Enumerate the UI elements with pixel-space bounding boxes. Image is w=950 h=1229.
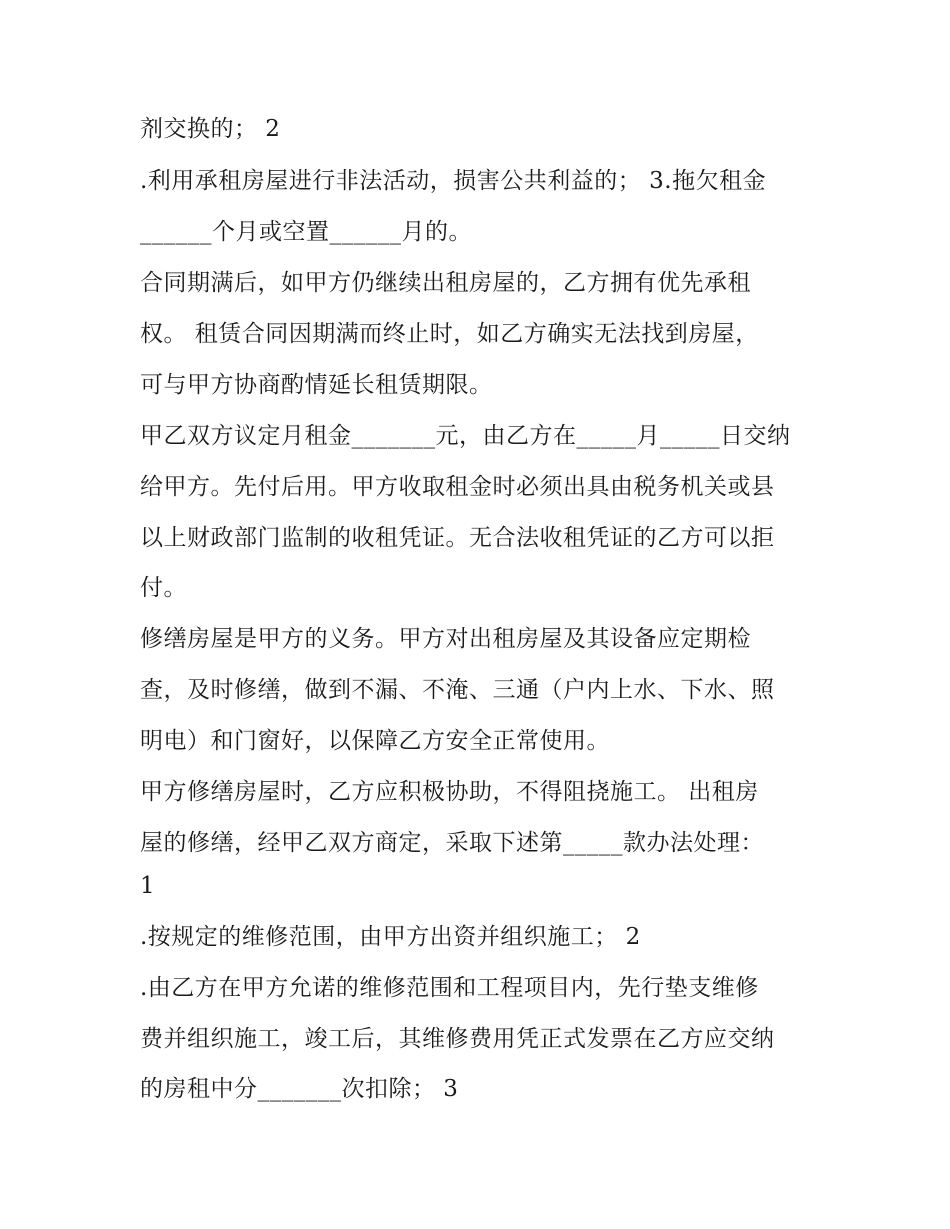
text-line: 权。 租赁合同因期满而终止时，如乙方确实无法找到房屋， — [140, 321, 759, 347]
text-line: 以上财政部门监制的收租凭证。无合法收租凭证的乙方可以拒 — [140, 525, 775, 551]
text-line: 费并组织施工，竣工后，其维修费用凭正式发票在乙方应交纳 — [140, 1026, 775, 1052]
text-line: 修缮房屋是甲方的义务。甲方对出租房屋及其设备应定期检 — [140, 626, 751, 652]
text-line: 屋的修缮，经甲乙双方商定，采取下述第_____款办法处理： — [140, 830, 764, 856]
text-line: .按规定的维修范围，由甲方出资并组织施工； 2 — [140, 924, 641, 950]
text-line: 明电）和门窗好，以保障乙方安全正常使用。 — [140, 728, 610, 754]
text-line: 付。 — [140, 575, 187, 601]
text-line: .利用承租房屋进行非法活动，损害公共利益的； 3.拖欠租金 — [140, 168, 767, 194]
text-line: 甲乙双方议定月租金_______元，由乙方在_____月_____日交纳 — [140, 423, 791, 449]
text-line: 查，及时修缮，做到不漏、不淹、三通（户内上水、下水、照 — [140, 677, 775, 703]
text-line: ______个月或空置______月的。 — [140, 219, 472, 245]
text-line: 甲方修缮房屋时，乙方应积极协助，不得阻挠施工。 出租房 — [140, 779, 759, 805]
text-line: 剂交换的； 2 — [140, 116, 281, 142]
text-line: 1 — [140, 873, 156, 899]
text-line: 可与甲方协商酌情延长租赁期限。 — [140, 372, 493, 398]
text-line: 给甲方。先付后用。甲方收取租金时必须出具由税务机关或县 — [140, 474, 775, 500]
text-line: 合同期满后，如甲方仍继续出租房屋的，乙方拥有优先承租 — [140, 270, 751, 296]
text-line: 的房租中分_______次扣除； 3 — [140, 1076, 459, 1102]
text-line: .由乙方在甲方允诺的维修范围和工程项目内，先行垫支维修 — [140, 975, 759, 1001]
